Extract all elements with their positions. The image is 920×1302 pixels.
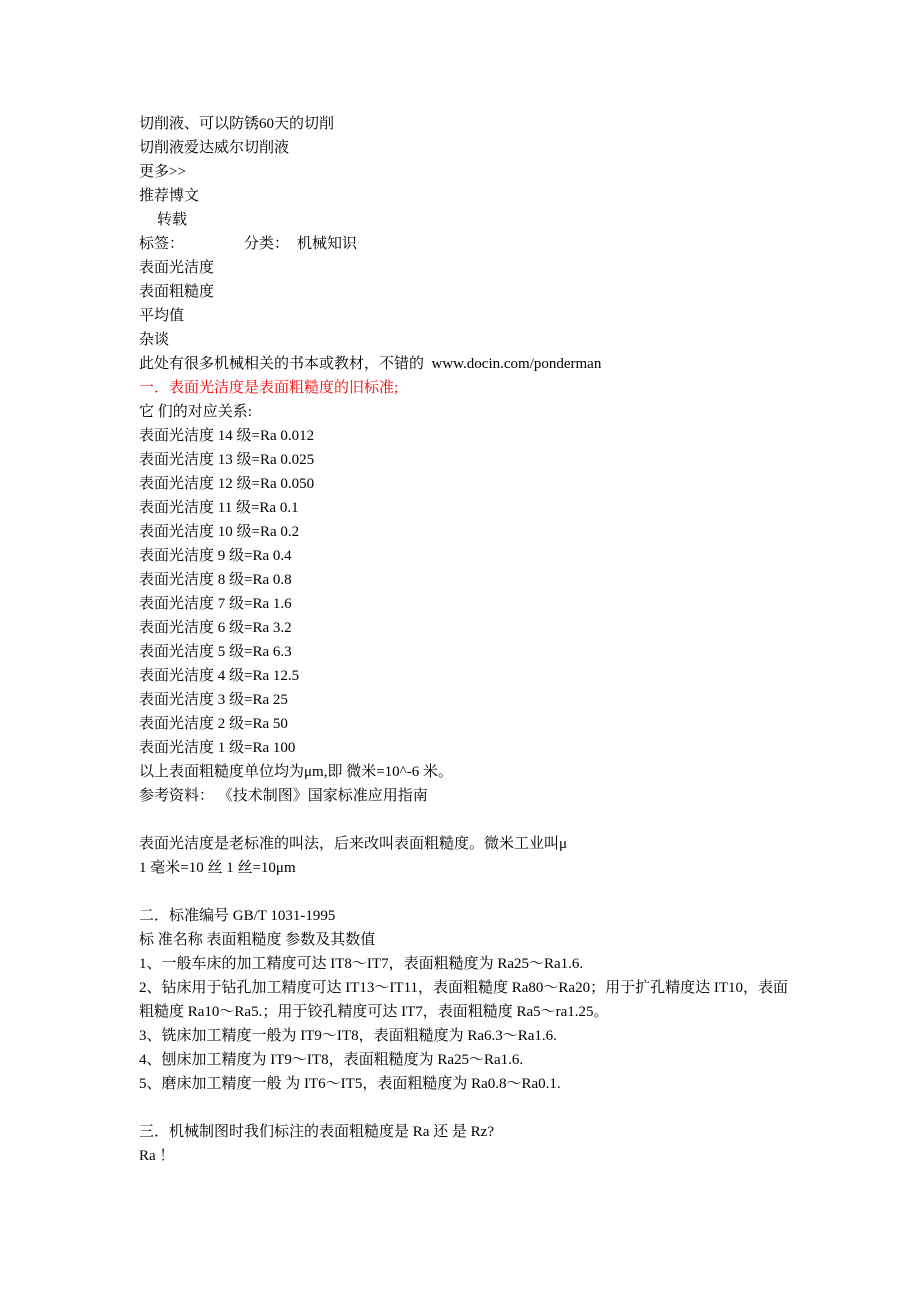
ad-line-2[interactable]: 切削液爱达威尔切削液 bbox=[139, 140, 290, 156]
section1-heading: 一．表面光洁度是表面粗糙度的旧标准; bbox=[139, 380, 399, 396]
intro-url: www.docin.com/ponderman bbox=[431, 356, 602, 372]
machining-item: 1、一般车床的加工精度可达 IT8～IT7，表面粗糙度为 Ra25～Ra1.6. bbox=[139, 956, 584, 972]
grade-row: 表面光洁度 5 级=Ra 6.3 bbox=[139, 644, 292, 660]
tag-link[interactable]: 杂谈 bbox=[139, 332, 170, 348]
tags-label: 标签： bbox=[139, 236, 185, 252]
machining-item: 5、磨床加工精度一般 为 IT6～IT5，表面粗糙度为 Ra0.8～Ra0.1. bbox=[139, 1076, 561, 1092]
reference-line: 参考资料： 《技术制图》国家标准应用指南 bbox=[139, 788, 428, 804]
spacer bbox=[139, 808, 799, 832]
repost-label: 转载 bbox=[157, 212, 188, 228]
section3-answer: Ra ！ bbox=[139, 1148, 175, 1164]
grade-row: 表面光洁度 4 级=Ra 12.5 bbox=[139, 668, 300, 684]
document-body bbox=[139, 112, 799, 1168]
machining-item: 3、铣床加工精度一般为 IT9～IT8，表面粗糙度为 Ra6.3～Ra1.6. bbox=[139, 1028, 557, 1044]
note-line: 表面光洁度是老标准的叫法，后来改叫表面粗糙度。微米工业叫μ bbox=[139, 836, 568, 852]
note-line: 1 毫米=10 丝 1 丝=10μm bbox=[139, 860, 296, 876]
category-label: 分类： bbox=[244, 236, 290, 252]
grade-row: 表面光洁度 9 级=Ra 0.4 bbox=[139, 548, 292, 564]
grade-row: 表面光洁度 14 级=Ra 0.012 bbox=[139, 428, 315, 444]
grade-row: 表面光洁度 1 级=Ra 100 bbox=[139, 740, 296, 756]
meta-row bbox=[139, 232, 799, 256]
spacer bbox=[139, 880, 799, 904]
tag-link[interactable]: 平均值 bbox=[139, 308, 185, 324]
intro-line bbox=[139, 352, 799, 376]
grade-row: 表面光洁度 12 级=Ra 0.050 bbox=[139, 476, 315, 492]
more-link[interactable]: 更多>> bbox=[139, 164, 186, 180]
category-link[interactable]: 机械知识 bbox=[297, 236, 358, 252]
section3-question: 三．机械制图时我们标注的表面粗糙度是 Ra 还 是 Rz? bbox=[139, 1124, 494, 1140]
grade-row: 表面光洁度 6 级=Ra 3.2 bbox=[139, 620, 292, 636]
tag-link[interactable]: 表面光洁度 bbox=[139, 260, 215, 276]
standard-number: 二．标准编号 GB/T 1031-1995 bbox=[139, 908, 336, 924]
grade-row: 表面光洁度 13 级=Ra 0.025 bbox=[139, 452, 315, 468]
unit-note: 以上表面粗糙度单位均为μm,即 微米=10^-6 米。 bbox=[139, 764, 453, 780]
grade-row: 表面光洁度 10 级=Ra 0.2 bbox=[139, 524, 300, 540]
recommended-posts-heading: 推荐博文 bbox=[139, 188, 200, 204]
grade-row: 表面光洁度 11 级=Ra 0.1 bbox=[139, 500, 299, 516]
grade-row: 表面光洁度 8 级=Ra 0.8 bbox=[139, 572, 292, 588]
machining-item: 2、钻床用于钻孔加工精度可达 IT13～IT11，表面粗糙度 Ra80～Ra20；用于扩孔精度达 IT10，表面粗糙度 Ra10～Ra5.；用于铰孔精度可达 IT7，表面粗糙度 Ra5～ra1.25。 bbox=[139, 980, 788, 1020]
standard-name: 标 准名称 表面粗糙度 参数及其数值 bbox=[139, 932, 376, 948]
grade-row: 表面光洁度 3 级=Ra 25 bbox=[139, 692, 288, 708]
tag-link[interactable]: 表面粗糙度 bbox=[139, 284, 215, 300]
relation-label: 它 们的对应关系: bbox=[139, 404, 252, 420]
grade-row: 表面光洁度 2 级=Ra 50 bbox=[139, 716, 288, 732]
ad-line-1[interactable]: 切削液、可以防锈60天的切削 bbox=[139, 116, 335, 132]
grade-table bbox=[139, 424, 799, 760]
machining-item: 4、刨床加工精度为 IT9～IT8，表面粗糙度为 Ra25～Ra1.6. bbox=[139, 1052, 524, 1068]
grade-row: 表面光洁度 7 级=Ra 1.6 bbox=[139, 596, 292, 612]
spacer bbox=[139, 1096, 799, 1120]
intro-text: 此处有很多机械相关的书本或教材，不错的 bbox=[139, 356, 425, 372]
